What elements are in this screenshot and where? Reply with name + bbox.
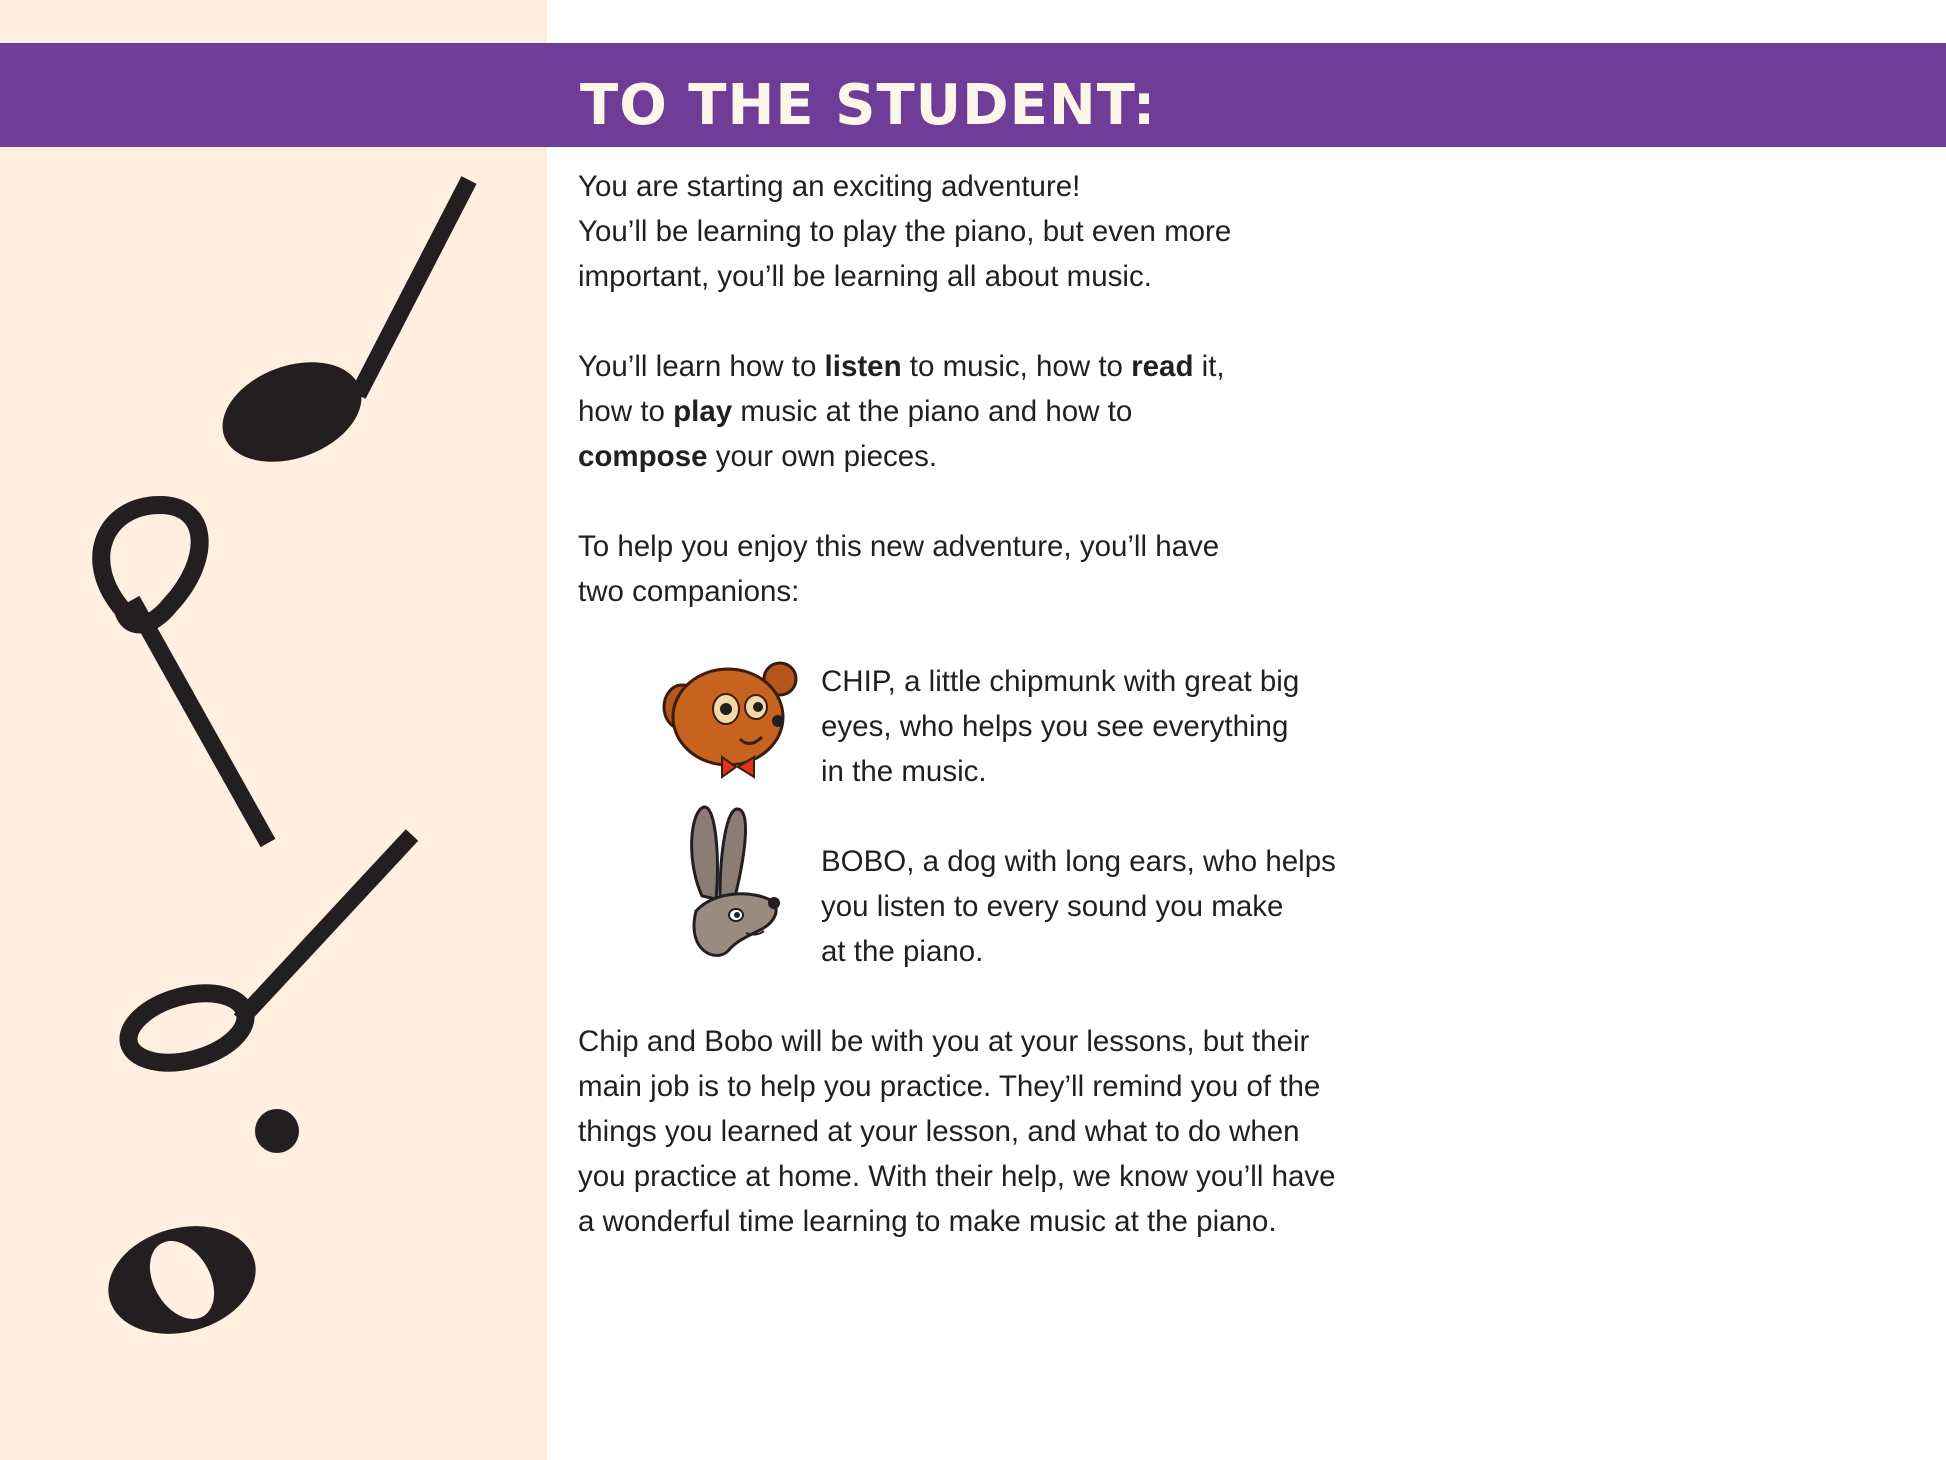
companion-bobo	[578, 839, 1438, 1019]
companion-line: in the music.	[821, 755, 987, 788]
intro-line: important, you’ll be learning all about music.	[578, 260, 1152, 293]
skills-text: music at the piano and how to	[732, 395, 1133, 428]
whole-note-icon	[96, 1210, 268, 1349]
skill-compose: compose	[578, 440, 708, 473]
left-decorative-panel	[0, 0, 547, 1460]
half-note-stem-up-icon	[121, 835, 412, 1074]
skills-text: You’ll learn how to	[578, 350, 825, 383]
skills-paragraph	[578, 344, 1438, 479]
skill-play: play	[673, 395, 733, 428]
page-title: TO THE STUDENT:	[580, 73, 1157, 138]
companion-line: eyes, who helps you see everything	[821, 710, 1289, 743]
skills-text: how to	[578, 395, 674, 428]
dog-head-icon	[676, 801, 786, 966]
companion-line: BOBO, a dog with long ears, who helps	[821, 845, 1336, 878]
header-band	[0, 43, 1946, 147]
companion-chip-text	[821, 659, 1299, 794]
companion-bobo-text	[821, 839, 1336, 974]
dot-icon	[255, 1109, 299, 1153]
companion-line: at the piano.	[821, 935, 984, 968]
companions-intro-line: To help you enjoy this new adventure, you’ll have	[578, 530, 1220, 563]
companion-line: you listen to every sound you make	[821, 890, 1284, 923]
skills-line	[578, 389, 1438, 434]
music-notes-decoration	[0, 0, 547, 1460]
companions-intro-line: two companions:	[578, 575, 800, 608]
closing-line: a wonderful time learning to make music at the piano.	[578, 1205, 1277, 1238]
companion-line: CHIP, a little chipmunk with great big	[821, 665, 1300, 698]
intro-paragraph	[578, 164, 1438, 299]
companions-intro-paragraph	[578, 524, 1438, 614]
closing-paragraph	[578, 1019, 1438, 1244]
main-content	[578, 164, 1438, 1244]
closing-line: things you learned at your lesson, and what to do when	[578, 1115, 1300, 1148]
closing-line: main job is to help you practice. They’ll remind you of the	[578, 1070, 1321, 1103]
skill-read: read	[1131, 350, 1194, 383]
intro-line: You are starting an exciting adventure!	[578, 170, 1081, 203]
closing-line: you practice at home. With their help, we know you’ll have	[578, 1160, 1336, 1193]
closing-line: Chip and Bobo will be with you at your lessons, but their	[578, 1025, 1310, 1058]
chipmunk-face-icon	[658, 659, 798, 781]
skill-listen: listen	[824, 350, 902, 383]
half-note-icon	[101, 505, 268, 843]
skills-text: your own pieces.	[707, 440, 938, 473]
skills-line	[578, 344, 1438, 389]
skills-text: it,	[1193, 350, 1225, 383]
skills-line	[578, 434, 1438, 479]
intro-line: You’ll be learning to play the piano, but even more	[578, 215, 1232, 248]
quarter-note-icon	[209, 180, 469, 480]
skills-text: to music, how to	[901, 350, 1132, 383]
